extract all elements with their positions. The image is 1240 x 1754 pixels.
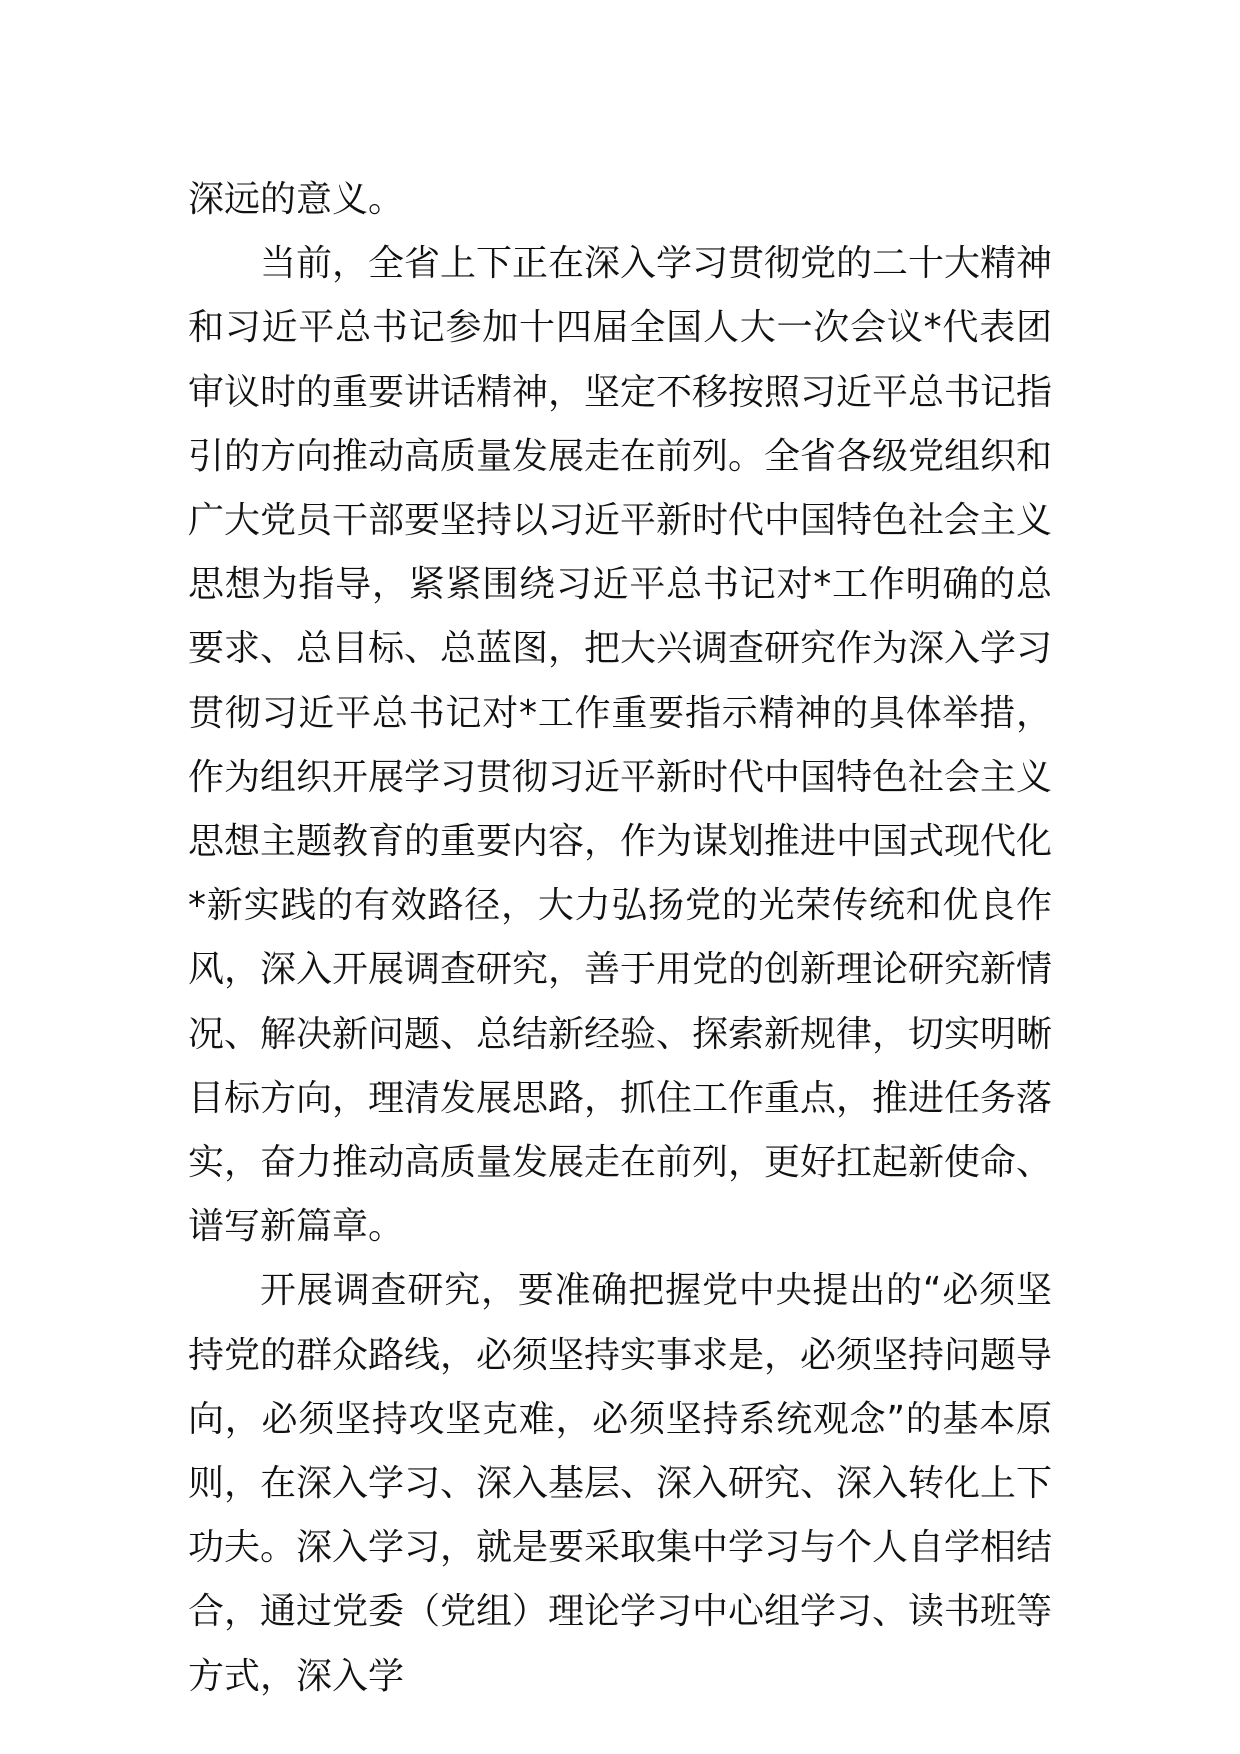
paragraph-current-situation: 当前，全省上下正在深入学习贯彻党的二十大精神和习近平总书记参加十四届全国人大一次会议*代表团审议时的重要讲话精神，坚定不移按照习近平总书记指引的方向推动高质量发展走在前列。全省各级党组织和广大党员干部要坚持以习近平新时代中国特色社会主义思想为指导，紧紧围绕习近平总书记对*工作明确的总要求、总目标、总蓝图，把大兴调查研究作为深入学习贯彻习近平总书记对*工作重要指示精神的具体举措，作为组织开展学习贯彻习近平新时代中国特色社会主义思想主题教育的重要内容，作为谋划推进中国式现代化*新实践的有效路径，大力弘扬党的光荣传统和优良作风，深入开展调查研究，善于用党的创新理论研究新情况、解决新问题、总结新经验、探索新规律，切实明晰目标方向，理清发展思路，抓住工作重点，推进任务落实，奋力推动高质量发展走在前列，更好扛起新使命、谱写新篇章。 — [188, 243, 1053, 1248]
paragraph-research-principles: 开展调查研究，要准确把握党中央提出的“必须坚持党的群众路线，必须坚持实事求是，必须坚持问题导向，必须坚持攻坚克难，必须坚持系统观念”的基本原则，在深入学习、深入基层、深入研究、深入转化上下功夫。深入学习，就是要采取集中学习与个人自学相结合，通过党委（党组）理论学习中心组学习、读书班等方式，深入学 — [188, 1270, 1053, 1697]
paragraph-continuation: 深远的意义。 — [188, 179, 405, 220]
document-body — [188, 168, 1052, 1709]
